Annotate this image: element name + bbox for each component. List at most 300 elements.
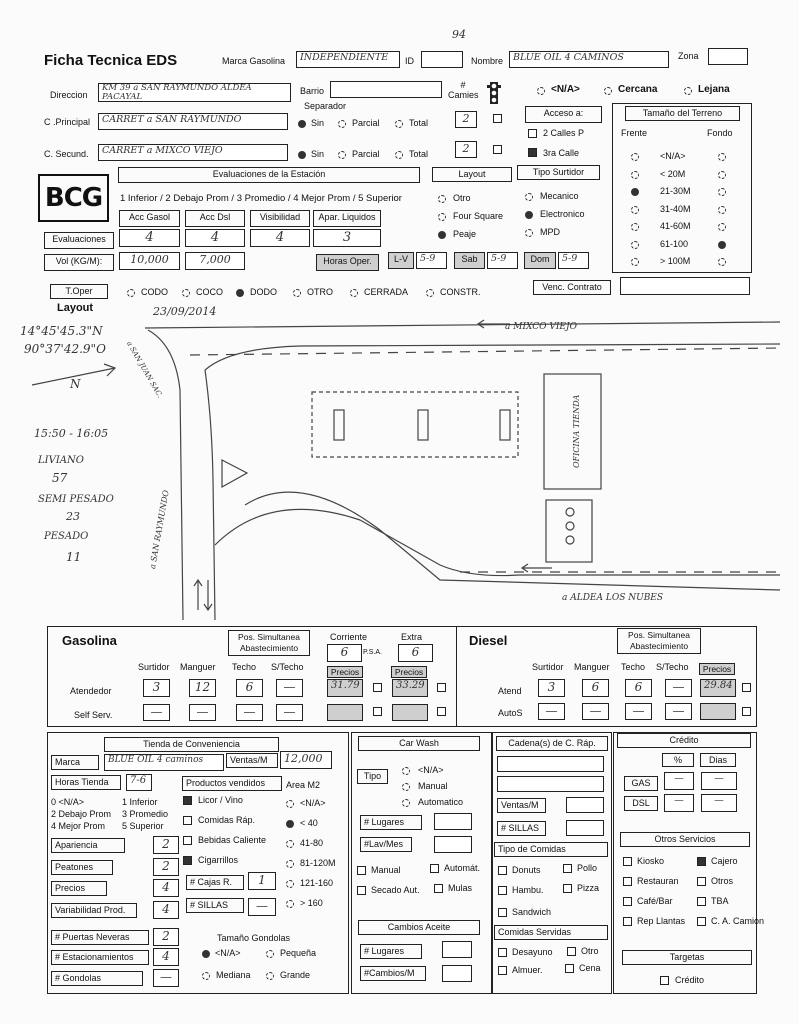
tienda-ventas-field[interactable]: 12,000: [280, 751, 332, 769]
extra-label: Extra: [401, 632, 423, 642]
gas-self-2[interactable]: —: [236, 704, 263, 721]
gond-mediana-label: Mediana: [216, 970, 251, 980]
gas-self-0[interactable]: —: [143, 704, 170, 721]
producto-checkbox-2[interactable]: [183, 836, 192, 845]
tienda-puertas-value[interactable]: 2: [153, 928, 179, 946]
otros-servicios-title: Otros Servicios: [620, 832, 750, 847]
dsl-manguer-header: Manguer: [574, 662, 610, 672]
otros-label-2: Restauran: [637, 876, 679, 886]
cadena-sillas-field[interactable]: [566, 820, 604, 836]
fondo-radio-6[interactable]: [718, 258, 726, 266]
proximity-na-radio[interactable]: [537, 87, 545, 95]
surtidor-electronico-radio[interactable]: [525, 211, 533, 219]
tienda-precios-value[interactable]: 4: [153, 879, 179, 897]
area-radio-0[interactable]: [286, 800, 294, 808]
almuerzo-label: Almuer.: [512, 965, 543, 975]
layout-four-square-label: Four Square: [453, 211, 504, 221]
surtidor-mpd-radio[interactable]: [525, 229, 533, 237]
cajas-value[interactable]: 1: [248, 872, 276, 890]
gond-na-label: <N/A>: [215, 948, 241, 958]
toper-label-5: CONSTR.: [440, 287, 481, 297]
gas-att-2[interactable]: 6: [236, 679, 263, 697]
tienda-title: Tienda de Conveniencia: [104, 737, 279, 752]
cp-total-radio[interactable]: [395, 120, 403, 128]
ac-lugares-field[interactable]: [442, 941, 472, 958]
pizza-checkbox[interactable]: [563, 884, 572, 893]
fondo-radio-0[interactable]: [718, 153, 726, 161]
ac-lugares-label: # Lugares: [360, 944, 422, 959]
tienda-marca-field[interactable]: BLUE OIL 4 caminos: [104, 754, 224, 771]
cambios-aceite-title: Cambios Aceite: [358, 920, 480, 935]
gond-mediana-radio[interactable]: [202, 972, 210, 980]
gasolina-pos-sim: Pos. Simultanea Abastecimiento: [228, 630, 310, 656]
bcg-logo-text: BCG: [44, 183, 103, 213]
cw-automat-checkbox[interactable]: [430, 864, 439, 873]
dsl-precios-header: Precios: [699, 663, 735, 675]
producto-label-0: Licor / Vino: [198, 795, 243, 805]
coordinate-lat: 14°45'45.3"N: [20, 324, 103, 338]
fondo-radio-4[interactable]: [718, 223, 726, 231]
cw-auto-label: Automatico: [418, 797, 464, 807]
layout-four-square-radio[interactable]: [438, 213, 446, 221]
cw-mulas-checkbox[interactable]: [434, 884, 443, 893]
tienda-sillas-label: # SILLAS: [186, 898, 244, 913]
cp-sin-label: Sin: [311, 118, 325, 128]
otros-label-7: C. A. Camion: [711, 916, 765, 926]
gas-self-price1[interactable]: [327, 704, 363, 721]
dsl-auto-0[interactable]: —: [538, 703, 565, 720]
area-radio-4[interactable]: [286, 880, 294, 888]
autos-label: AutoS: [498, 708, 523, 718]
road-bottom-label: a ALDEA LOS NUBES: [562, 593, 664, 603]
surtidor-mecanico-radio[interactable]: [525, 193, 533, 201]
acceso-label: Acceso a:: [525, 106, 602, 123]
cw-lavmes-label: #Lav/Mes: [360, 837, 412, 852]
calle3-checkbox[interactable]: [528, 148, 537, 157]
cadena-ventas-field[interactable]: [566, 797, 604, 813]
cprincipal-label: C .Principal: [44, 117, 91, 127]
atendedor-label: Atendedor: [70, 686, 112, 696]
frente-radio-2[interactable]: [631, 188, 639, 196]
gas-self-price1-checkbox[interactable]: [373, 707, 382, 716]
tienda-variab-value[interactable]: 4: [153, 901, 179, 919]
area-label-2: 41-80: [300, 838, 324, 848]
apar-liquidos-value[interactable]: 3: [313, 229, 381, 247]
visibilidad-value[interactable]: 4: [250, 229, 310, 247]
surtidor-mecanico-label: Mecanico: [540, 191, 579, 201]
gond-pequena-label: Pequeña: [280, 948, 317, 958]
cp-parcial-label: Parcial: [352, 118, 380, 128]
calle3-label: 3ra Calle: [543, 148, 580, 158]
producto-label-3: Cigarrillos: [198, 855, 239, 865]
camiones-label: # Camies: [448, 80, 479, 100]
frente-radio-1[interactable]: [631, 171, 639, 179]
gas-precios-header-1: Precios: [327, 666, 363, 678]
marca-field[interactable]: INDEPENDIENTE: [296, 51, 400, 68]
desayuno-checkbox[interactable]: [498, 948, 507, 957]
tienda-estac-value[interactable]: 4: [153, 948, 179, 966]
liviano-count: 57: [52, 471, 68, 485]
visibilidad-header: Visibilidad: [250, 210, 310, 227]
area-radio-5[interactable]: [286, 900, 294, 908]
area-label-5: > 160: [300, 898, 323, 908]
tienda-precios-label: Precios: [51, 881, 107, 896]
dom-value[interactable]: 5-9: [558, 252, 589, 269]
ac-cambios-label: #Cambios/M: [360, 966, 426, 981]
dsl-auto-1[interactable]: —: [582, 703, 609, 720]
credito-gas-label: GAS: [624, 776, 658, 791]
gas-surtidor-header: Surtidor: [138, 662, 170, 672]
terreno-row-label-5: 61-100: [660, 238, 689, 249]
camiones-secund-field[interactable]: 2: [455, 141, 477, 158]
sandwich-label: Sandwich: [512, 907, 552, 917]
toper-label: T.Oper: [50, 284, 108, 299]
liviano-label: LIVIANO: [38, 455, 84, 466]
area-label-4: 121-160: [300, 878, 334, 888]
id-label: ID: [405, 56, 414, 66]
direccion-field[interactable]: KM 39 a SAN RAYMUNDO ALDEA PACAYAL: [98, 83, 291, 102]
gond-grande-label: Grande: [280, 970, 311, 980]
gond-na-radio[interactable]: [202, 950, 210, 958]
cercana-label: Cercana: [618, 84, 658, 95]
gond-grande-radio[interactable]: [266, 972, 274, 980]
gas-self-3[interactable]: —: [276, 704, 303, 721]
area-radio-1[interactable]: [286, 820, 294, 828]
tienda-ventas-label: Ventas/M: [226, 753, 278, 768]
gas-manguer-header: Manguer: [180, 662, 216, 672]
sab-value[interactable]: 5-9: [487, 252, 518, 269]
producto-checkbox-0[interactable]: [183, 796, 192, 805]
otros-checkbox-1[interactable]: [697, 857, 706, 866]
terreno-row-label-3: 31-40M: [660, 203, 691, 214]
lv-label: L-V: [388, 252, 414, 269]
coordinate-lon: 90°37'42.9"O: [24, 342, 106, 356]
otro-comida-label: Otro: [581, 946, 599, 956]
cw-manual-chk-label: Manual: [371, 865, 401, 875]
otros-label-6: Rep Llantas: [637, 916, 686, 926]
toper-label-0: CODO: [141, 287, 168, 297]
gas-precios-header-2: Precios: [391, 666, 427, 678]
credito-checkbox[interactable]: [660, 976, 669, 985]
cw-secado-checkbox[interactable]: [357, 886, 366, 895]
evaluaciones-scale: 1 Inferior / 2 Debajo Prom / 3 Promedio / 4 Mejor Prom / 5 Superior: [120, 193, 402, 204]
dsl-att-2[interactable]: 6: [625, 679, 652, 697]
frente-radio-4[interactable]: [631, 223, 639, 231]
apar-liquidos-header: Apar. Liquidos: [313, 210, 381, 227]
almuerzo-checkbox[interactable]: [498, 966, 507, 975]
cw-manual-checkbox[interactable]: [357, 866, 366, 875]
layout-otro-label: Otro: [453, 193, 471, 203]
credito-dsl-dias[interactable]: —: [701, 794, 737, 812]
toper-radio-cerrada[interactable]: [350, 289, 358, 297]
scale-1: 1 Inferior: [122, 797, 158, 807]
cp-sin-radio[interactable]: [298, 120, 306, 128]
scale-0: 0 <N/A>: [51, 797, 85, 807]
frente-radio-3[interactable]: [631, 206, 639, 214]
ac-cambios-field[interactable]: [442, 965, 472, 982]
productos-label: Productos vendidos: [182, 776, 282, 791]
cajas-label: # Cajas R.: [186, 875, 244, 890]
oficina-label: OFICINA TIENDA: [572, 394, 581, 468]
terreno-row-label-2: 21-30M: [660, 186, 691, 196]
cs-total-radio[interactable]: [395, 151, 403, 159]
terreno-row-label-6: > 100M: [660, 256, 691, 266]
cw-na-radio[interactable]: [402, 767, 410, 775]
tienda-peatones-value[interactable]: 2: [153, 858, 179, 876]
toper-radio-codo[interactable]: [127, 289, 135, 297]
carwash-title: Car Wash: [358, 736, 480, 751]
cp-checkbox[interactable]: [493, 114, 502, 123]
scale-5: 5 Superior: [122, 821, 164, 831]
dsl-auto-price[interactable]: [700, 703, 736, 720]
cw-lugares-field[interactable]: [434, 813, 472, 830]
area-label-1: < 40: [300, 818, 318, 828]
cs-sin-radio[interactable]: [298, 151, 306, 159]
otros-checkbox-3[interactable]: [697, 877, 706, 886]
tipo-comidas-title: Tipo de Comidas: [494, 842, 608, 857]
site-sketch: [0, 300, 799, 630]
gas-att-1[interactable]: 12: [189, 679, 216, 697]
dsl-att-4[interactable]: 29.84: [700, 679, 736, 697]
cw-manual-radio[interactable]: [402, 783, 410, 791]
dsl-auto-3[interactable]: —: [665, 703, 692, 720]
semipesado-count: 23: [66, 510, 80, 523]
frente-radio-0[interactable]: [631, 153, 639, 161]
gas-att-4[interactable]: 31.79: [327, 679, 363, 697]
cs-parcial-label: Parcial: [352, 149, 380, 159]
dsl-surtidor-header: Surtidor: [532, 662, 564, 672]
fondo-radio-5[interactable]: [718, 241, 726, 249]
terreno-title: Tamaño del Terreno: [625, 106, 740, 121]
cadena-field-1[interactable]: [497, 756, 604, 772]
gas-price2-checkbox[interactable]: [437, 683, 446, 692]
frente-label: Frente: [621, 128, 648, 138]
lejana-label: Lejana: [698, 84, 730, 95]
atend-label: Atend: [498, 686, 522, 696]
cs-sin-label: Sin: [311, 149, 325, 159]
fondo-radio-2[interactable]: [718, 188, 726, 196]
gas-att-5[interactable]: 33.29: [392, 679, 428, 697]
surtidor-electronico-label: Electronico: [540, 209, 585, 219]
traffic-light-icon: [487, 82, 501, 104]
tipo-surtidor-title: Tipo Surtidor: [517, 165, 600, 180]
dsl-techo-header: Techo: [621, 662, 646, 672]
cadena-field-2[interactable]: [497, 776, 604, 792]
dsl-auto-2[interactable]: —: [625, 703, 652, 720]
otros-label-4: Café/Bar: [637, 896, 673, 906]
terreno-row-label-1: < 20M: [660, 168, 686, 179]
credito-gas-pct[interactable]: —: [664, 772, 694, 790]
fondo-label: Fondo: [707, 128, 733, 138]
acc-dsl-value[interactable]: 4: [185, 229, 245, 247]
area-radio-3[interactable]: [286, 860, 294, 868]
calles2-checkbox[interactable]: [528, 129, 537, 138]
toper-radio-dodo[interactable]: [236, 289, 244, 297]
terreno-row-label-4: 41-60M: [660, 221, 691, 231]
credito-dsl-pct[interactable]: —: [664, 794, 694, 812]
nombre-label: Nombre: [471, 56, 504, 66]
dsl-price-checkbox[interactable]: [742, 683, 751, 692]
cp-parcial-radio[interactable]: [338, 120, 346, 128]
zona-label: Zona: [678, 51, 699, 61]
gas-self-1[interactable]: —: [189, 704, 216, 721]
otros-checkbox-6[interactable]: [623, 917, 632, 926]
gas-stecho-header: S/Techo: [271, 662, 304, 672]
tienda-apariencia-value[interactable]: 2: [153, 836, 179, 854]
producto-label-2: Bebidas Caliente: [198, 835, 267, 845]
proximity-na-label: <N/A>: [551, 84, 580, 95]
lejana-radio[interactable]: [684, 87, 692, 95]
horas-oper-label: Horas Oper.: [316, 254, 379, 271]
gas-att-0[interactable]: 3: [143, 679, 170, 697]
hambu-checkbox[interactable]: [498, 886, 507, 895]
dsl-auto-price-checkbox[interactable]: [742, 707, 751, 716]
count-time: 15:50 - 16:05: [34, 427, 109, 440]
frente-radio-6[interactable]: [631, 258, 639, 266]
otros-label-3: Otros: [711, 876, 734, 886]
zona-field[interactable]: [708, 48, 748, 65]
gas-att-3[interactable]: —: [276, 679, 303, 697]
csecund-field[interactable]: CARRET a MIXCO VIEJO: [98, 144, 288, 161]
producto-checkbox-1[interactable]: [183, 816, 192, 825]
toper-radio-otro[interactable]: [293, 289, 301, 297]
direccion-label: Direccion: [50, 90, 88, 100]
otro-comida-checkbox[interactable]: [567, 947, 576, 956]
targetas-title: Targetas: [622, 950, 752, 965]
dsl-stecho-header: S/Techo: [656, 662, 689, 672]
producto-checkbox-3[interactable]: [183, 856, 192, 865]
otros-label-1: Cajero: [711, 856, 738, 866]
tienda-gondolas-label: # Gondolas: [51, 971, 143, 986]
otros-checkbox-5[interactable]: [697, 897, 706, 906]
vol-gas-value[interactable]: 10,000: [119, 252, 180, 270]
credito-chk-label: Crédito: [675, 975, 705, 985]
scale-4: 4 Mejor Prom: [51, 821, 106, 831]
frente-radio-5[interactable]: [631, 241, 639, 249]
dsl-att-0[interactable]: 3: [538, 679, 565, 697]
gas-self-price2[interactable]: [392, 704, 428, 721]
cw-auto-radio[interactable]: [402, 799, 410, 807]
nombre-field[interactable]: BLUE OIL 4 CAMINOS: [509, 51, 669, 68]
camiones-principal-field[interactable]: 2: [455, 111, 477, 128]
dsl-att-3[interactable]: —: [665, 679, 692, 697]
acc-gasol-value[interactable]: 4: [119, 229, 180, 247]
layout-otro-radio[interactable]: [438, 195, 446, 203]
sandwich-checkbox[interactable]: [498, 908, 507, 917]
north-label: N: [70, 377, 81, 391]
pollo-label: Pollo: [577, 863, 598, 873]
cs-parcial-radio[interactable]: [338, 151, 346, 159]
acc-gasol-header: Acc Gasol: [119, 210, 180, 227]
toper-radio-coco[interactable]: [182, 289, 190, 297]
cprincipal-field[interactable]: CARRET a SAN RAYMUNDO: [98, 113, 288, 130]
cw-manual-label: Manual: [418, 781, 448, 791]
credito-gas-dias[interactable]: —: [701, 772, 737, 790]
venc-contrato-label: Venc. Contrato: [533, 280, 611, 295]
sketch-date: 23/09/2014: [153, 305, 217, 318]
road-left2-label: a SAN JUAN SAC.: [125, 340, 164, 400]
cadena-sillas-label: # SILLAS: [497, 821, 546, 836]
otros-label-0: Kiosko: [637, 856, 665, 866]
corriente-value[interactable]: 6: [327, 644, 362, 662]
tienda-peatones-label: Peatones: [51, 860, 113, 875]
barrio-label: Barrio: [300, 86, 325, 96]
terreno-row-label-0: <N/A>: [660, 151, 686, 161]
otros-checkbox-7[interactable]: [697, 917, 706, 926]
otros-checkbox-2[interactable]: [623, 877, 632, 886]
dsl-att-1[interactable]: 6: [582, 679, 609, 697]
csecund-label: C. Secund.: [44, 149, 89, 159]
tienda-marca-label: Marca: [51, 755, 99, 770]
donuts-label: Donuts: [512, 865, 541, 875]
credito-pct-header: %: [662, 753, 694, 767]
psa-label: P.S.A.: [363, 649, 382, 656]
tam-gondolas-label: Tamaño Gondolas: [217, 933, 291, 943]
layout-sketch-label: Layout: [57, 302, 94, 314]
area-label-0: <N/A>: [300, 798, 326, 808]
cena-checkbox[interactable]: [565, 964, 574, 973]
pesado-count: 11: [66, 550, 82, 564]
lv-value[interactable]: 5-9: [416, 252, 447, 269]
toper-radio-constr[interactable]: [426, 289, 434, 297]
otros-checkbox-4[interactable]: [623, 897, 632, 906]
toper-label-3: OTRO: [307, 287, 333, 297]
scale-3: 3 Promedio: [122, 809, 169, 819]
gas-price1-checkbox[interactable]: [373, 683, 382, 692]
toper-label-1: COCO: [196, 287, 223, 297]
cs-checkbox[interactable]: [493, 145, 502, 154]
otros-checkbox-0[interactable]: [623, 857, 632, 866]
bcg-logo: [38, 174, 109, 222]
horas-tienda-field[interactable]: 7-6: [126, 774, 152, 791]
semipesado-label: SEMI PESADO: [38, 494, 114, 505]
pizza-label: Pizza: [577, 883, 600, 893]
gas-self-price2-checkbox[interactable]: [437, 707, 446, 716]
layout-title: Layout: [432, 167, 512, 182]
area-label: Area M2: [286, 780, 321, 790]
barrio-field[interactable]: [330, 81, 442, 98]
tienda-estac-label: # Estacionamientos: [51, 950, 149, 965]
tienda-sillas-value[interactable]: —: [248, 898, 276, 916]
fondo-radio-1[interactable]: [718, 171, 726, 179]
cs-total-label: Total: [409, 149, 429, 159]
pollo-checkbox[interactable]: [563, 864, 572, 873]
hambu-label: Hambu.: [512, 885, 544, 895]
donuts-checkbox[interactable]: [498, 866, 507, 875]
vol-label: Vol (KG/M):: [44, 254, 114, 271]
surtidor-mpd-label: MPD: [540, 227, 560, 237]
cercana-radio[interactable]: [604, 87, 612, 95]
area-radio-2[interactable]: [286, 840, 294, 848]
tienda-gondolas-value[interactable]: —: [153, 969, 179, 987]
corriente-label: Corriente: [330, 632, 368, 642]
otros-label-5: TBA: [711, 896, 729, 906]
fondo-radio-3[interactable]: [718, 206, 726, 214]
separador-label: Separador: [304, 101, 347, 111]
layout-peaje-radio[interactable]: [438, 231, 446, 239]
id-field[interactable]: [421, 51, 463, 68]
gond-pequena-radio[interactable]: [266, 950, 274, 958]
tienda-apariencia-label: Apariencia: [51, 838, 125, 853]
extra-value[interactable]: 6: [398, 644, 433, 662]
scale-2: 2 Debajo Prom: [51, 809, 112, 819]
vol-dsl-value[interactable]: 7,000: [185, 252, 245, 270]
cena-label: Cena: [579, 963, 601, 973]
credito-title: Crédito: [617, 733, 751, 748]
comidas-servidas-title: Comidas Servidas: [494, 925, 608, 940]
cw-lavmes-field[interactable]: [434, 836, 472, 853]
venc-contrato-field[interactable]: [620, 277, 750, 295]
